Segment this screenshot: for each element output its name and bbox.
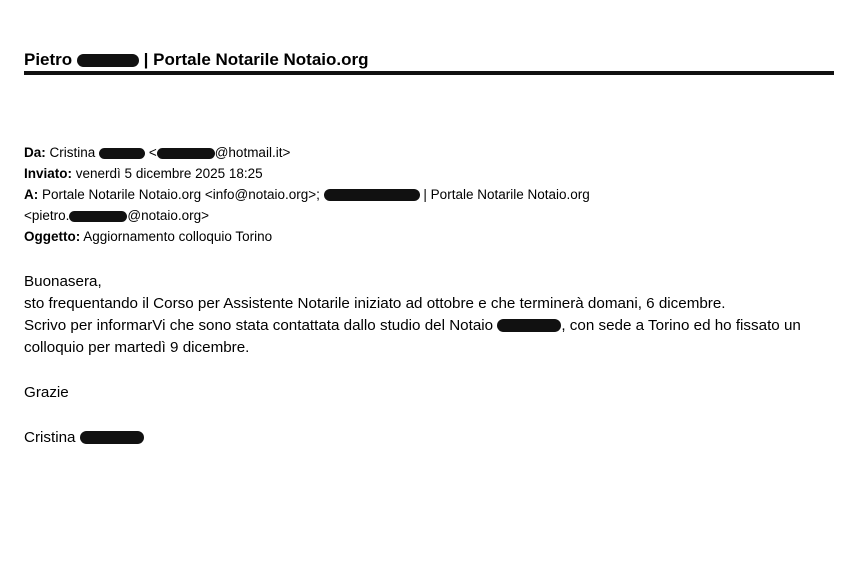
sent-label: Inviato: <box>24 166 73 181</box>
email-headers <box>24 142 834 247</box>
subject-value: Aggiornamento colloquio Torino <box>83 229 273 244</box>
document-header <box>24 50 834 70</box>
body-line2-suffix: , con sede a Torino ed ho fissato un colloquio per martedì 9 dicembre. <box>24 317 801 356</box>
redacted-notary-name <box>497 319 561 332</box>
sent-row <box>24 163 834 184</box>
from-bracket: < <box>148 145 157 160</box>
subject-row <box>24 226 834 247</box>
to-row <box>24 184 834 205</box>
header-name: Pietro <box>24 50 73 69</box>
to-row-continued <box>24 205 834 226</box>
signature <box>24 427 839 449</box>
to-value-3-prefix: <pietro. <box>24 208 70 223</box>
header-title: | Portale Notarile Notaio.org <box>143 50 369 69</box>
header-divider <box>24 71 834 75</box>
from-row <box>24 142 834 163</box>
body-paragraph-1: sto frequentando il Corso per Assistente Notarile iniziato ad ottobre e che terminerà domani, 6 dicembre. <box>24 295 726 312</box>
body-line2-prefix: Scrivo per informarVi che sono stata contattata dallo studio del Notaio <box>24 317 494 334</box>
greeting: Buonasera, <box>24 273 102 290</box>
sent-value: venerdì 5 dicembre 2025 18:25 <box>75 166 263 181</box>
to-value-2: | Portale Notarile Notaio.org <box>423 187 590 202</box>
to-value-3-suffix: @notaio.org> <box>127 208 210 223</box>
redacted-surname <box>80 431 144 444</box>
closing: Grazie <box>24 384 69 401</box>
redacted-email-user <box>69 211 127 222</box>
from-name: Cristina <box>49 145 96 160</box>
from-domain: @hotmail.it> <box>214 145 291 160</box>
to-value-1: Portale Notarile Notaio.org <info@notaio.org>; <box>42 187 320 202</box>
from-label: Da: <box>24 145 46 160</box>
redacted-recipient <box>324 189 420 201</box>
body-paragraph-2 <box>24 315 839 359</box>
redacted-email-user <box>157 148 215 159</box>
redacted-surname <box>77 54 139 67</box>
signature-name: Cristina <box>24 429 76 446</box>
email-body <box>24 271 839 449</box>
to-label: A: <box>24 187 39 202</box>
subject-label: Oggetto: <box>24 229 81 244</box>
redacted-surname <box>99 148 145 159</box>
